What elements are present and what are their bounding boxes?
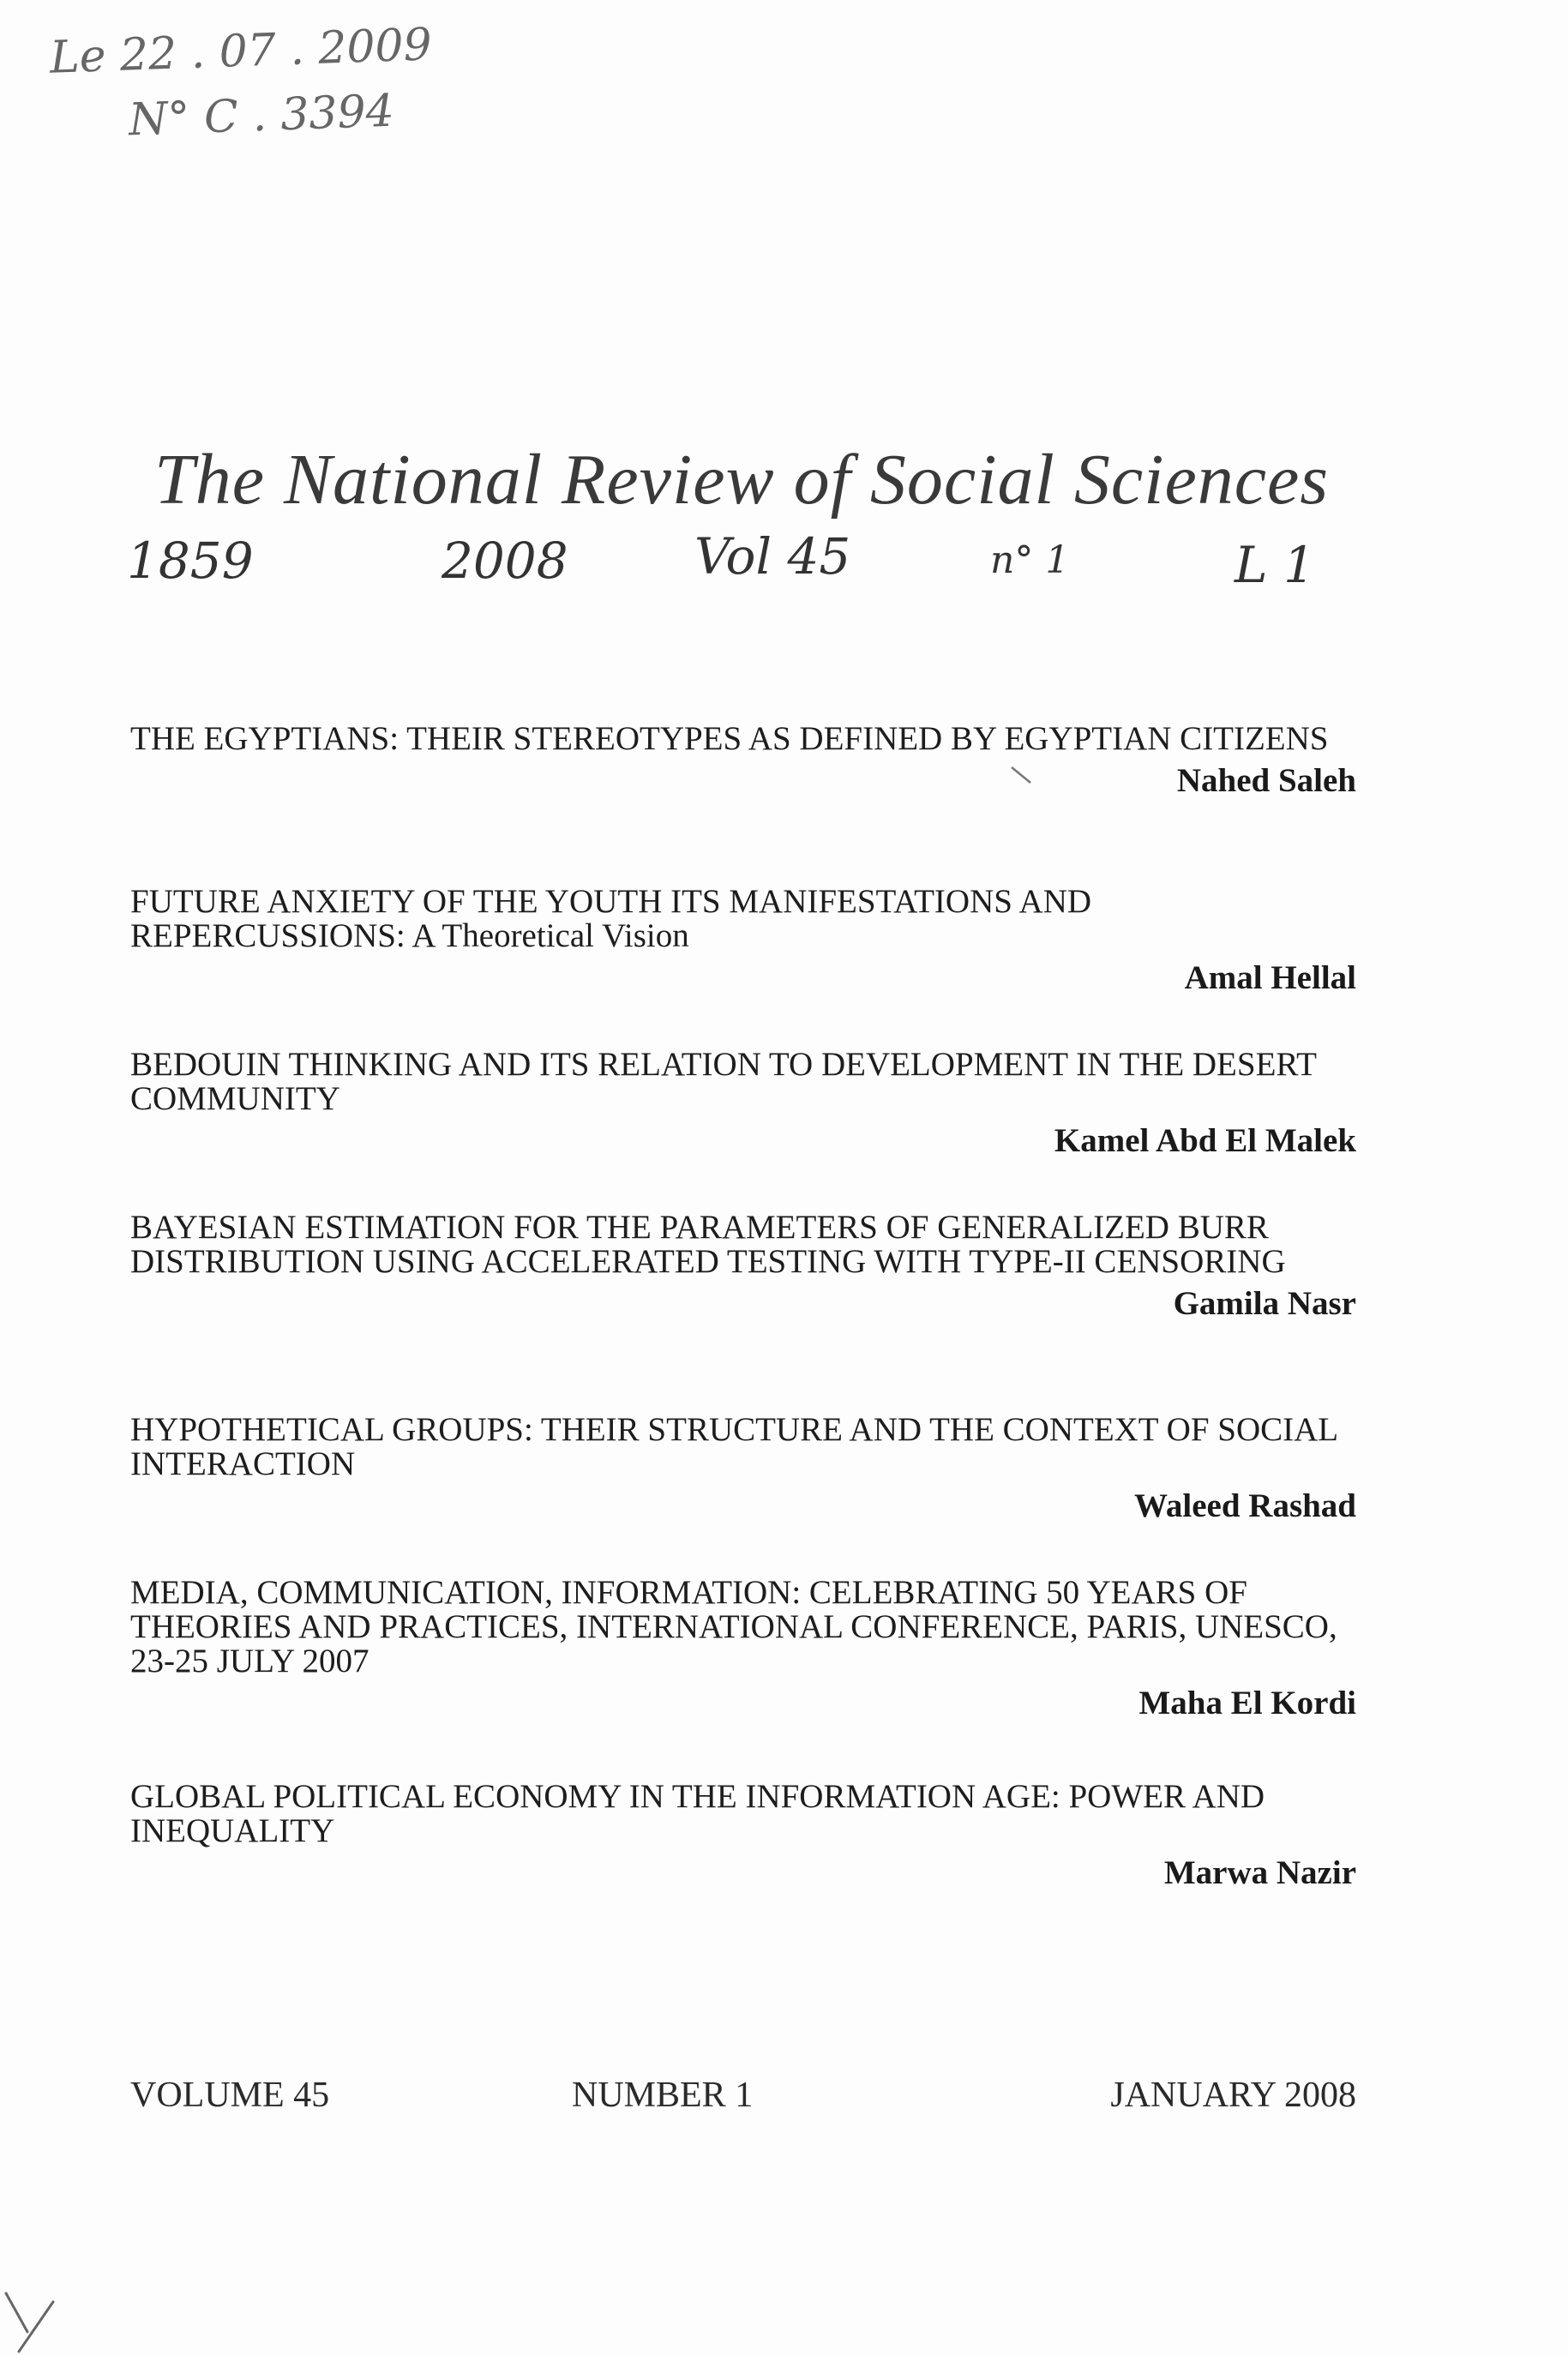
article-title: HYPOTHETICAL GROUPS: THEIR STRUCTURE AND THE CONTEXT OF SOCIAL INTERACTION (130, 1411, 1337, 1482)
pencil-check-mark-icon (2, 2285, 62, 2353)
article-entry (130, 1048, 1356, 1211)
article-author: Nahed Saleh (1176, 762, 1356, 799)
article-author: Amal Hellal (1184, 959, 1356, 996)
article-entry (130, 1413, 1356, 1576)
handwritten-number: N° C . 3394 (128, 85, 395, 147)
article-entry (130, 1780, 1356, 1943)
article-entry (130, 885, 1356, 1048)
article-entry (130, 722, 1356, 885)
article-entry (130, 1576, 1356, 1780)
handwritten-issn: 1859 (127, 532, 254, 590)
article-entry (130, 1211, 1356, 1413)
footer-date: JANUARY 2008 (1110, 2076, 1356, 2115)
handwritten-volume: Vol 45 (694, 527, 851, 586)
article-title: BAYESIAN ESTIMATION FOR THE PARAMETERS OF GENERALIZED BURR DISTRIBUTION USING ACCELERATED TESTING WITH TYPE-II CENSORING (130, 1209, 1286, 1280)
handwritten-date: Le 22 . 07 . 2009 (49, 19, 433, 84)
handwritten-part: L 1 (1235, 536, 1315, 594)
article-title: FUTURE ANXIETY OF THE YOUTH ITS MANIFESTATIONS AND REPERCUSSIONS: A Theoretical Vision (130, 883, 1092, 954)
footer-volume: VOLUME 45 (130, 2076, 330, 2115)
article-title: GLOBAL POLITICAL ECONOMY IN THE INFORMATION AGE: POWER AND INEQUALITY (130, 1778, 1265, 1849)
article-title: THE EGYPTIANS: THEIR STEREOTYPES AS DEFINED BY EGYPTIAN CITIZENS (130, 720, 1329, 757)
footer-number: NUMBER 1 (572, 2076, 754, 2115)
journal-title: The National Review of Social Sciences (154, 440, 1330, 520)
article-author: Maha El Kordi (1138, 1685, 1356, 1721)
table-of-contents (130, 722, 1356, 1943)
article-subtitle: A Theoretical Vision (412, 917, 689, 954)
article-title: MEDIA, COMMUNICATION, INFORMATION: CELEBRATING 50 YEARS OF THEORIES AND PRACTICES, INTERNATIONAL CONFERENCE, PARIS, UNESCO, 23-25 JULY 2007 (130, 1574, 1337, 1679)
article-title: BEDOUIN THINKING AND ITS RELATION TO DEVELOPMENT IN THE DESERT COMMUNITY (130, 1046, 1317, 1117)
article-author: Marwa Nazir (1163, 1854, 1356, 1891)
article-author: Waleed Rashad (1134, 1487, 1356, 1524)
handwritten-issue: n° 1 (990, 538, 1070, 582)
article-author: Gamila Nasr (1173, 1285, 1356, 1322)
handwritten-year: 2008 (442, 532, 568, 590)
pencil-tick-icon (1010, 766, 1036, 786)
article-author: Kamel Abd El Malek (1054, 1122, 1356, 1159)
issue-footer (130, 2075, 1356, 2126)
